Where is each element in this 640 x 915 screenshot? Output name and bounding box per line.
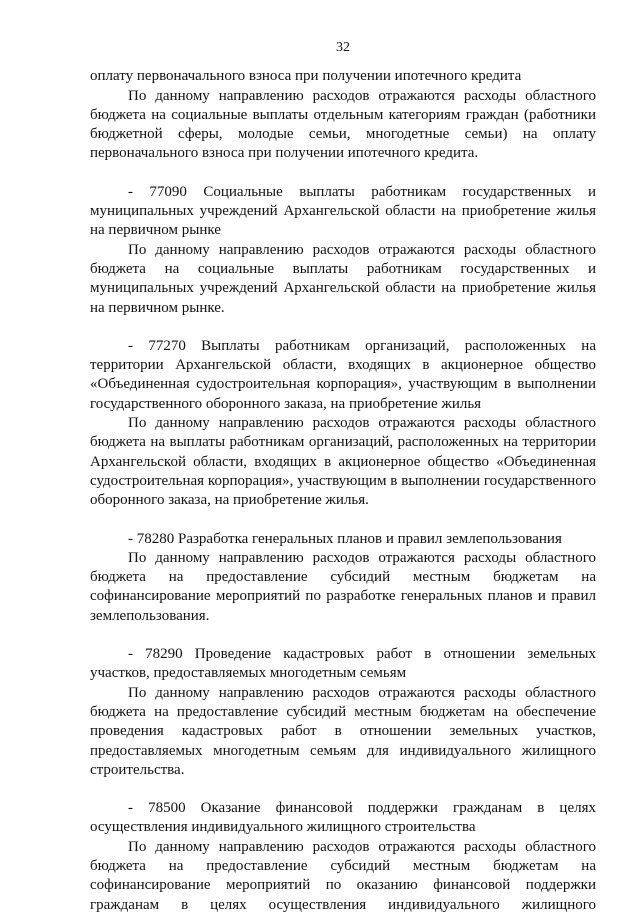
paragraph-spacer	[90, 164, 596, 183]
paragraph: - 78280 Разработка генеральных планов и правил землепользования	[128, 530, 562, 547]
paragraph: По данному направлению расходов отражаются расходы областного бюджета на выплаты работникам организаций, расположенных на территории Архангельской области, входящих в акционерное общество «Объединенная судостроительная корпорация», участвующим в выполнении государственного оборонного заказа, на приобретение жилья.	[90, 415, 596, 509]
paragraph: - 78500 Оказание финансовой поддержки гражданам в целях осуществления индивидуального жилищного строительства	[90, 800, 596, 836]
paragraph-spacer	[90, 318, 596, 337]
paragraph: По данному направлению расходов отражаются расходы областного бюджета на предоставление субсидий местным бюджетам на софинансирование мероприятий по разработке генеральных планов и правил землепользования.	[90, 549, 596, 624]
document-body	[90, 67, 596, 915]
paragraph: - 77270 Выплаты работникам организаций, расположенных на территории Архангельской области, входящих в акционерное общество «Объединенная судостроительная корпорация», участвующим в выполнении государственного оборонного заказа, на приобретение жилья	[90, 337, 596, 412]
paragraph: - 78290 Проведение кадастровых работ в отношении земельных участков, предоставляемых многодетным семьям	[90, 646, 596, 682]
paragraph-spacer	[90, 780, 596, 799]
page-number: 32	[336, 40, 350, 55]
paragraph-spacer	[90, 511, 596, 530]
paragraph: По данному направлению расходов отражаются расходы областного бюджета на предоставление субсидий местным бюджетам на обеспечение проведения кадастровых работ в отношении земельных участков, предоставляемых многодетным семьям для индивидуального жилищного строительства.	[90, 684, 596, 778]
paragraph: - 77090 Социальные выплаты работникам государственных и муниципальных учреждений Архангельской области на приобретение жилья на первичном рынке	[90, 183, 596, 239]
paragraph: оплату первоначального взноса при получении ипотечного кредита	[90, 68, 522, 85]
paragraph: По данному направлению расходов отражаются расходы областного бюджета на социальные выплаты отдельным категориям граждан (работники бюджетной сферы, молодые семьи, многодетные семьи) на оплату первоначального взноса при получении ипотечного кредита.	[90, 87, 596, 162]
paragraph: По данному направлению расходов отражаются расходы областного бюджета на предоставление субсидий местным бюджетам на софинансирование мероприятий по оказанию финансовой поддержки гражданам в целях осуществления индивидуального жилищного	[90, 838, 596, 913]
paragraph: По данному направлению расходов отражаются расходы областного бюджета на социальные выплаты работникам государственных и муниципальных учреждений Архангельской области на приобретение жилья на первичном рынке.	[90, 241, 596, 316]
paragraph-spacer	[90, 626, 596, 645]
